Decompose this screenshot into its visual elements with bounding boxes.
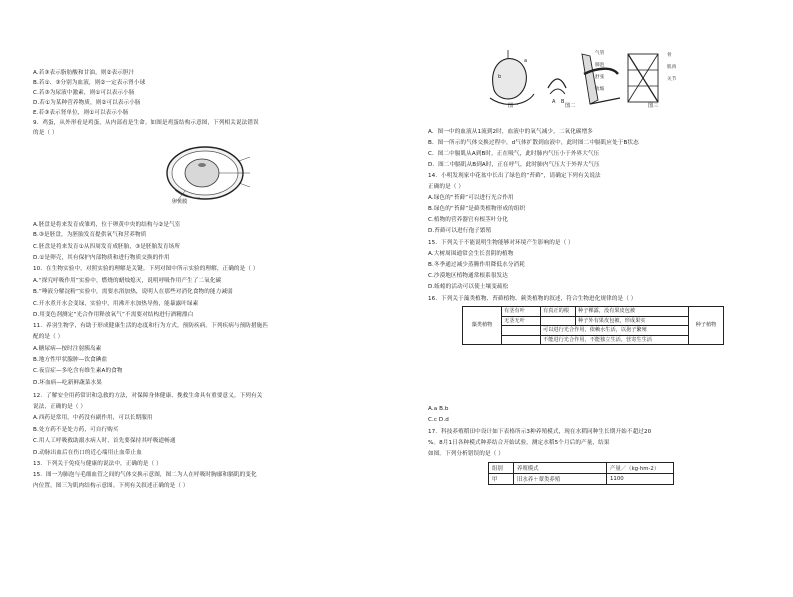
figure-label: 图三 <box>648 103 659 109</box>
fig-part: 关节 <box>667 77 677 82</box>
text-line: 配的是（ ） <box>33 334 64 340</box>
question-17: 17．科技养殖稻田中设计如下表格所示3种养殖模式，现在水稻同种生长期开始不超过20 <box>428 429 652 435</box>
text-line: 内位置，图三为肌肉结构示意图。下列有关叙述正确的是（ ） <box>33 483 189 489</box>
fig-part: 肺泡 <box>595 63 605 68</box>
text-line: B.绿色的“苔藓”是藓类植物形成的组织 <box>428 206 526 212</box>
table-cell: 种子植物 <box>689 307 724 345</box>
classification-table <box>462 306 724 345</box>
text-line: B.“唾液分解淀粉”实验中，需要水浴加热，说明人在那些对消化食物的能力减弱 <box>33 289 233 295</box>
question-15: 15．下列关于不能说明生物能够对环境产生影响的是（ ） <box>428 240 574 246</box>
text-line: 说法，正确的是（ ） <box>33 404 87 410</box>
table-cell: 有茎有叶 <box>502 307 541 317</box>
answer-options: A.a B.b <box>428 406 449 412</box>
question-10: 10．在生物实验中，对照实验的理解是关键。下列对图中所示实验的理解，正确的是（ ） <box>33 266 259 272</box>
fig-part: 气管 <box>595 51 605 56</box>
text-line: D.若①为某种营养物质，则②可以表示小肠 <box>33 100 141 106</box>
table-cell: 旧水养＋蕈类养殖 <box>514 474 607 485</box>
text-line: C.沙漠地区植物通常根系很发达 <box>428 273 508 279</box>
text-line: B.冬季通过减少蒸腾作用降低水分消耗 <box>428 262 525 268</box>
text-line: D.①是卵壳，其有保护内部物质和进行物质交换的作用 <box>33 255 170 261</box>
fig-part: 收缩 <box>595 87 605 92</box>
text-line: B.③是胚盘，为胚胎发育提供氧气和营养物质 <box>33 232 147 238</box>
text-line: A.胚盘是将来发育成雏鸡，位于卵黄中央的结构与②是气室 <box>33 222 181 228</box>
text-line: C.若③为尿液中激素，则①可以表示小肠 <box>33 90 135 96</box>
text-line: D.苔藓可以进行孢子繁殖 <box>428 228 492 234</box>
figure-label: 图二 <box>565 103 576 109</box>
figure-label: 图一 <box>508 103 519 109</box>
question-15: 15．图一为肺泡与毛细血管之间的气体交换示意图，图二为人在呼吸时胸廓和膈肌的变化 <box>33 472 257 478</box>
text-line: %。8月1日各种模式种养结合开始试验，测定水稻5个月后的产量，结果 <box>428 440 610 446</box>
text-line: A.“探究呼吸作用”实验中，燃烧的蜡烛熄灭，说明呼吸作用产生了二氧化碳 <box>33 278 222 284</box>
table-cell: 不能进行光合作用，不能独立生活，营寄生生活 <box>541 335 689 345</box>
text-line: 正确的是（ ） <box>428 184 465 190</box>
table-header: 产量／（kg·hm-2） <box>607 463 674 474</box>
text-line: D.动脉出血后在伤口的近心端用止血带止血 <box>33 450 142 456</box>
table-cell: 可以进行光合作用，依赖水生活，以孢子繁殖 <box>541 326 689 336</box>
text-line: B.处方药不是处方药，可自行购买 <box>33 427 119 433</box>
figure-label: 卵黄膜 <box>172 199 188 205</box>
text-line: D.用变色剂测定“光合作用释放氧气”不需要对结构进行酒精漂白 <box>33 312 194 318</box>
text-line: B.地方性甲状腺肿—饮食碘盐 <box>33 357 108 363</box>
table-cell: 有真正的根 <box>541 307 576 317</box>
question-16: 16．下列关于藻类植物、苔藓植物、蕨类植物的叙述，符合生物进化规律的是（ ） <box>428 296 637 302</box>
table-header: 养殖模式 <box>514 463 607 474</box>
text-line: C．图二中膈肌从A到B时，正在吸气，此时肺内气压小于外界大气压 <box>428 151 600 157</box>
egg-diagram <box>155 143 255 211</box>
svg-text:B: B <box>561 99 565 105</box>
svg-text:b: b <box>498 74 502 80</box>
table-header: 组别 <box>489 463 514 474</box>
text-line: B.若①、③分别为血液，则②一定表示肾小球 <box>33 80 146 86</box>
table-cell: 藻类植物 <box>463 307 502 345</box>
text-line: D.坏血病—吃新鲜蔬菜水果 <box>33 380 102 386</box>
svg-text:A: A <box>552 99 556 105</box>
table-cell <box>502 335 541 345</box>
question-12: 12．了解安全用药常识和急救的方法，对保障身体健康、挽救生命具有重要意义。下列有关 <box>33 393 263 399</box>
text-line: A.糖尿病—按时注射胰岛素 <box>33 346 102 352</box>
fig-part: 骨 <box>667 53 672 58</box>
question-14: 14．小明发现家中花盆中长出了绿色的“苔藓”，请确定下列有关说法 <box>428 173 601 179</box>
table-cell: 种子裸露，没有果皮包被 <box>576 307 689 317</box>
table-cell: 种子外有果皮包被，形成果实 <box>576 316 689 326</box>
table-cell <box>502 326 541 336</box>
question-9: 9．鸡蛋，从外形看是鸡蛋，从内部看是生命。如图是鸡蛋结构示意图，下列相关说法错误 <box>33 120 259 126</box>
fig-part: 肌肉 <box>667 65 677 70</box>
text-line: A.西药是常用，中药没有副作用，可以长期服用 <box>33 415 153 421</box>
question-11: 11．养羽生物学，有助于形成健康生活的态度和行为方式，预防疾病。下列疾病与预防措施匹 <box>33 323 269 329</box>
table-cell: 无茎无叶 <box>502 316 541 326</box>
svg-text:a: a <box>524 58 528 64</box>
table-cell <box>541 316 576 326</box>
text-line: A.大树周围通常会生长喜阴的植物 <box>428 251 514 257</box>
text-line: B．图一所示的气体交换过程中，d气体扩散到血液中，此时图二中膈肌应处于B状态 <box>428 140 639 146</box>
text-line: 的是（ ） <box>33 130 58 136</box>
yield-table <box>488 462 674 485</box>
fig-part: 舒张 <box>595 75 605 80</box>
question-13: 13．下列关于免疫与健康的说法中，正确的是（ ） <box>33 461 162 467</box>
table-cell: 甲 <box>489 474 514 485</box>
text-line: 如图。下列分析错误的是（ ） <box>428 451 504 457</box>
text-line: C.用人工呼吸救助溺水病人时，首先要保持其呼吸道畅通 <box>33 438 176 444</box>
text-line: D．图二中膈肌从B到A时，正在呼气，此时肺内气压大于外界大气压 <box>428 162 600 168</box>
text-line: C.胚盘是将来发育①从四周发育成胚胎，③是胚胎发育场所 <box>33 244 181 250</box>
text-line: A.若③表示脂肪酸和甘油，则②表示胆汁 <box>33 70 135 76</box>
text-line: D.蚯蚓的活动可以使土壤变疏松 <box>428 284 509 290</box>
text-line: E.若③表示肾单位，则①可以表示小肠 <box>33 110 129 116</box>
text-line: C.植物的营养器官有根茎叶分化 <box>428 217 508 223</box>
text-line: A．图一中的血液从1流到2时，血液中的氧气减少，二氧化碳增多 <box>428 129 593 135</box>
text-line: C.夜盲症—多吃含有维生素A的食物 <box>33 368 123 374</box>
answer-options: C.c D.d <box>428 417 449 423</box>
table-cell: 1100 <box>607 474 674 485</box>
text-line: C.开水煮开水会变绿，实验中，用沸开水加热导热，能暴露叶绿素 <box>33 301 199 307</box>
text-line: A.绿色的“苔藓”可以进行光合作用 <box>428 195 514 201</box>
